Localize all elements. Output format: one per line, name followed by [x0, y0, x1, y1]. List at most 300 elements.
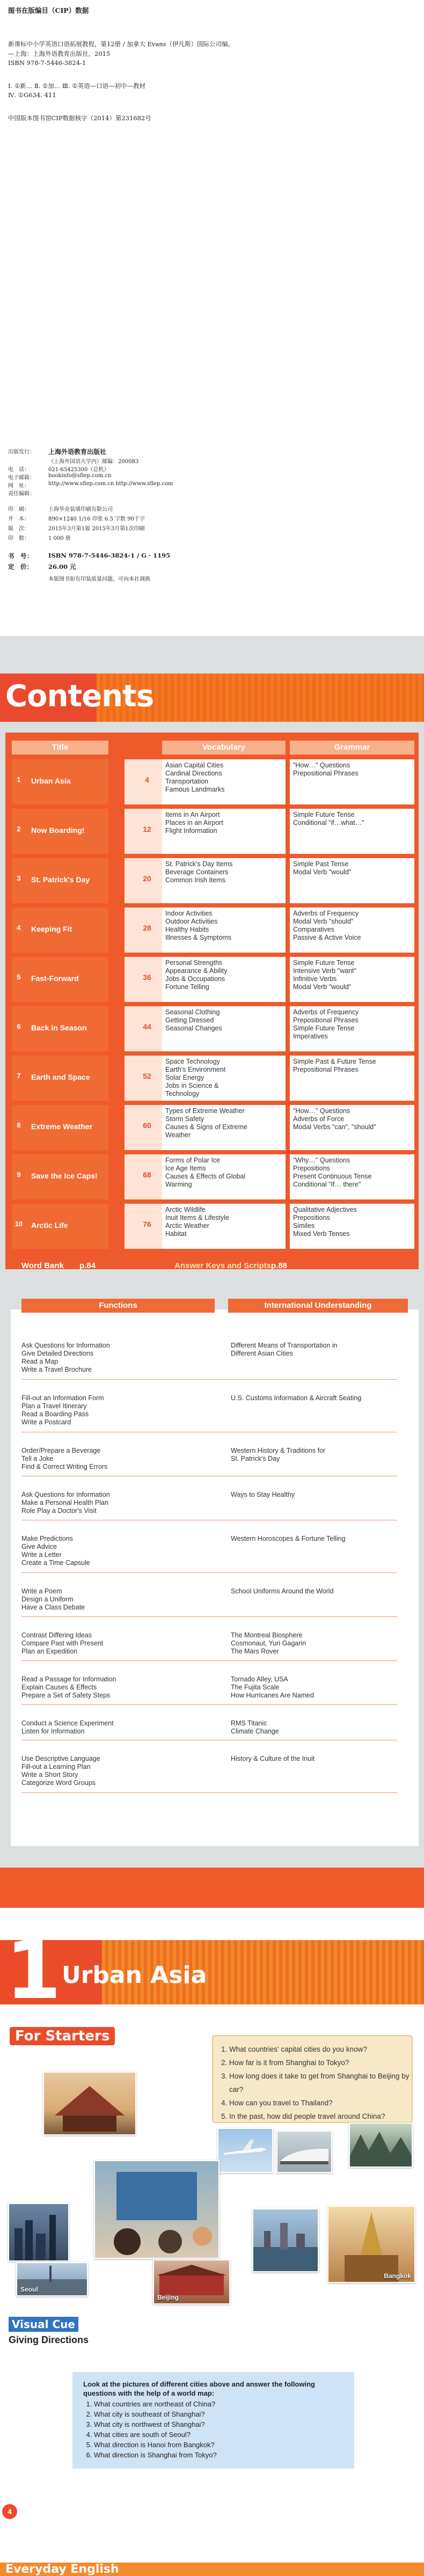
international-item: The Mars Rover: [231, 1648, 279, 1655]
photo-caption-seoul: Seoul: [20, 2286, 38, 2293]
cip-page: [0, 0, 424, 636]
copies-key: 印 数：: [8, 536, 30, 541]
lesson-title: Extreme Weather: [31, 1122, 93, 1131]
lesson-page: 60: [143, 1121, 151, 1130]
price-value: 26.00 元: [48, 563, 76, 570]
function-item: Conduct a Science Experiment: [21, 1719, 114, 1727]
vocabulary-item: Ice Age Items: [165, 1165, 206, 1172]
international-cell: [231, 1675, 397, 1700]
international-item: Cosmonaut, Yuri Gagarin: [231, 1640, 306, 1647]
grammar-item: Simple Future Tense: [293, 1024, 355, 1032]
lesson-cell: [12, 1105, 108, 1150]
international-cell: [231, 1342, 397, 1358]
vocabulary-cell: [162, 1006, 286, 1051]
lesson-page: 68: [143, 1170, 151, 1179]
classroom-illustration: [95, 2161, 218, 2258]
vocabulary-item: Indoor Activities: [165, 910, 213, 917]
function-item: Write a Postcard: [21, 1418, 71, 1426]
grammar-item: Prepositions: [293, 1214, 330, 1221]
international-cell: [231, 1394, 397, 1402]
grammar-item: "How…" Questions: [293, 1107, 350, 1115]
lesson-page: 44: [143, 1022, 151, 1031]
lesson-title: Arctic Life: [31, 1221, 68, 1230]
vocabulary-item: Storm Safety: [165, 1115, 204, 1123]
grammar-cell: [290, 1154, 414, 1199]
lesson-number: 5: [17, 973, 21, 981]
vocabulary-cell: [162, 858, 286, 903]
grammar-item: Mixed Verb Tenses: [293, 1230, 350, 1238]
wordbank-page: p.84: [79, 1261, 96, 1270]
lesson-number: 3: [17, 874, 21, 882]
function-item: Write a Travel Brochure: [21, 1366, 92, 1373]
function-item: Tell a Joke: [21, 1455, 54, 1462]
vocabulary-item: Solar Energy: [165, 1074, 204, 1081]
vocabulary-item: Items in An Airport: [165, 811, 220, 818]
grammar-item: Infinitive Verbs: [293, 975, 337, 983]
function-item: Contrast Differing Ideas: [21, 1631, 92, 1639]
row-divider: [21, 1660, 397, 1661]
function-item: Write a Poem: [21, 1587, 62, 1595]
function-item: Fill-out an Information Form: [21, 1394, 104, 1402]
function-item: Design a Uniform: [21, 1596, 74, 1603]
lesson-cell: [12, 957, 108, 1002]
publisher-key: 出版发行：: [8, 449, 35, 455]
lesson-number: 10: [14, 1220, 23, 1228]
grammar-item: Modal Verbs "can", "should": [293, 1123, 376, 1131]
grammar-item: Prepositional Phrases: [293, 1066, 359, 1073]
lesson-number: 1: [17, 775, 21, 784]
lesson-title: Keeping Fit: [31, 925, 72, 933]
lesson-title: Urban Asia: [31, 777, 71, 785]
lesson-number: 4: [17, 924, 21, 932]
publisher-name: 上海外语教育出版社: [48, 448, 107, 456]
lesson-title: Now Boarding!: [31, 826, 85, 835]
international-item: Different Asian Cities: [231, 1350, 293, 1357]
lesson-cell: [12, 908, 108, 953]
row-divider: [21, 1572, 397, 1573]
grammar-item: Simple Future Tense: [293, 811, 355, 818]
international-item: History & Culture of the Inuit: [231, 1755, 315, 1762]
grammar-cell: [290, 1056, 414, 1101]
vocabulary-item: Jobs in Science &: [165, 1082, 219, 1089]
photo-bay: [349, 2123, 413, 2168]
vocabulary-item: Famous Landmarks: [165, 786, 225, 793]
function-item: Categorize Word Groups: [21, 1779, 96, 1787]
grammar-item: Modal Verb "would": [293, 868, 352, 876]
contents-row: [12, 1204, 414, 1251]
grammar-item: Adverbs of Frequency: [293, 1008, 359, 1016]
international-cell: [231, 1631, 397, 1656]
international-cell: [231, 1491, 397, 1499]
vocabulary-item: Jobs & Occupations: [165, 975, 225, 983]
vocabulary-item: Types of Extreme Weather: [165, 1107, 245, 1115]
lesson-number: 6: [17, 1022, 21, 1030]
lesson-number: 7: [17, 1072, 21, 1080]
function-item: Have a Class Debate: [21, 1604, 85, 1611]
international-item: How Hurricanes Are Named: [231, 1692, 314, 1699]
lesson-page: 20: [143, 874, 151, 883]
quality-note: 本版图书如有印装质量问题，可向本社调换: [48, 576, 150, 582]
vocabulary-cell: [162, 908, 286, 953]
function-item: Plan a Travel Itinerary: [21, 1402, 87, 1410]
international-item: The Fujita Scale: [231, 1684, 280, 1691]
vocabulary-cell: [162, 1154, 286, 1199]
contents-page: [0, 636, 424, 1277]
copies-value: 1 000 册: [48, 536, 71, 541]
function-item: Ask Questions for Information: [21, 1342, 110, 1349]
answer-label: Answer Keys and Scripts: [174, 1261, 272, 1270]
visual-cue-box: [72, 2372, 354, 2469]
format-key: 开 本：: [8, 516, 30, 522]
photo-temple: [43, 2072, 136, 2135]
price-key: 定 价：: [8, 563, 33, 570]
function-item: Make a Personal Health Plan: [21, 1499, 108, 1506]
email-key: 电子邮箱：: [8, 475, 35, 481]
vocabulary-item: Earth's Environment: [165, 1066, 226, 1073]
function-item: Fill-out a Learning Plan: [21, 1763, 91, 1770]
functions-cell: [21, 1342, 215, 1374]
international-item: Western Horoscopes & Fortune Telling: [231, 1535, 346, 1542]
grammar-item: Modal Verb "would": [293, 983, 352, 991]
col-header-vocabulary: Vocabulary: [162, 741, 286, 755]
lesson-page: 28: [143, 924, 151, 932]
photo-city-night: [8, 2203, 69, 2262]
printer-key: 印 刷：: [8, 507, 30, 513]
lesson-page: 12: [143, 825, 151, 833]
functions-cell: [21, 1719, 215, 1736]
printer-value: 上海华业装璜印刷有限公司: [48, 507, 113, 513]
vocabulary-item: St. Patrick's Day Items: [165, 860, 233, 868]
photo-beijing: [153, 2259, 230, 2304]
lesson-number: 8: [17, 1121, 21, 1129]
col-header-international: International Understanding: [228, 1299, 408, 1313]
contents-row: [12, 809, 414, 856]
cip-heading: 图书在版编目（CIP）数据: [8, 6, 89, 14]
lesson-page: 52: [143, 1072, 151, 1080]
edition-value: 2015年3月第1版 2015年3月第1次印刷: [48, 526, 145, 532]
starter-question: 2. How far is it from Shanghai to Tokyo?: [229, 2056, 412, 2069]
functions-cell: [21, 1447, 215, 1471]
lesson-title: Fast-Forward: [31, 974, 79, 983]
function-item: Plan an Expedition: [21, 1648, 78, 1655]
cue-question: 1. What countries are northeast of China?: [94, 2399, 217, 2409]
lesson-page: 76: [143, 1220, 151, 1228]
vocabulary-item: Causes & Effects of Global: [165, 1173, 246, 1180]
contents-title: Contents: [5, 679, 154, 714]
isbn-key: 书 号：: [8, 552, 33, 560]
starter-question: 1. What countries' capital cities do you know?: [229, 2043, 412, 2056]
lesson-page: 4: [145, 775, 149, 784]
bangkok-temple: [328, 2207, 414, 2282]
lesson-cell: [12, 759, 108, 804]
visual-cue-instructions: Look at the pictures of different cities above and answer the following questions with the help of a world map:: [83, 2380, 315, 2397]
function-item: Use Descriptive Language: [21, 1755, 100, 1762]
contents-row: [12, 858, 414, 905]
everyday-english-band: [0, 2563, 424, 2576]
grammar-item: Imperatives: [293, 1033, 328, 1040]
grammar-cell: [290, 858, 414, 903]
contents-row: [12, 1006, 414, 1053]
photo-bangkok: [327, 2206, 415, 2283]
vocabulary-item: Illnesses & Symptoms: [165, 934, 231, 941]
function-item: Role Play a Doctor's Visit: [21, 1507, 97, 1514]
international-cell: [231, 1719, 397, 1736]
vocabulary-item: Forms of Polar Ice: [165, 1157, 221, 1164]
vocabulary-item: Causes & Signs of Extreme: [165, 1123, 247, 1131]
functions-page: [0, 1277, 424, 1908]
photo-harbor: [252, 2208, 319, 2272]
vocabulary-item: Appearance & Ability: [165, 967, 228, 975]
vocabulary-cell: [162, 957, 286, 1002]
function-item: Give Detailed Directions: [21, 1350, 94, 1357]
vocabulary-item: Habitat: [165, 1230, 187, 1238]
city-night-illustration: [9, 2204, 68, 2260]
bay-illustration: [350, 2124, 412, 2167]
vocabulary-item: Warming: [165, 1181, 192, 1188]
grammar-item: Simple Past Tense: [293, 860, 349, 868]
function-item: Find & Correct Writing Errors: [21, 1463, 108, 1470]
lesson-title: Save the Ice Caps!: [31, 1172, 98, 1180]
row-divider: [21, 1616, 397, 1617]
vocabulary-cell: [162, 1204, 286, 1249]
contents-row: [12, 957, 414, 1004]
website-value: http://www.sflep.com.cn http://www.sflep.com: [48, 481, 173, 487]
international-item: School Uniforms Around the World: [231, 1587, 334, 1595]
grammar-item: Similes: [293, 1222, 315, 1230]
row-divider: [21, 1379, 397, 1380]
vocabulary-item: Personal Strengths: [165, 959, 223, 967]
unit-page: [0, 1908, 424, 2576]
row-divider: [21, 1792, 397, 1793]
grammar-item: Modal Verb "should": [293, 918, 354, 925]
cip-line: 新课标中小学英语口语拓展教程，第12册 / 加拿大 Evans（伊凡斯）国际公司编。: [8, 40, 235, 48]
lesson-cell: [12, 1204, 108, 1249]
lesson-page: 36: [143, 973, 151, 982]
functions-bottom-band: [0, 1868, 424, 1908]
international-cell: [231, 1587, 397, 1596]
starters-questions-box: [212, 2035, 413, 2123]
grammar-item: Conditional "If… there": [293, 1181, 361, 1188]
vocabulary-item: Common Irish Items: [165, 876, 225, 884]
contents-row: [12, 1154, 414, 1202]
function-item: Write a Letter: [21, 1551, 62, 1558]
grammar-item: Qualitative Adjectives: [293, 1206, 357, 1213]
grammar-item: Passive & Active Voice: [293, 934, 361, 941]
airplane-illustration: [218, 2129, 272, 2172]
photo-caption-bangkok: Bangkok: [384, 2272, 411, 2280]
vocabulary-item: Arctic Wildlife: [165, 1206, 206, 1213]
function-item: Read a Map: [21, 1358, 59, 1365]
grammar-item: Adverbs of Frequency: [293, 910, 359, 917]
function-item: Read a Boarding Pass: [21, 1410, 89, 1418]
format-value: 890×1240 1/16 印张 6.5 字数 90千字: [48, 516, 145, 522]
vocabulary-item: Asian Capital Cities: [165, 762, 224, 769]
photo-plane: [217, 2128, 273, 2173]
lesson-number: 2: [17, 825, 21, 833]
international-item: St. Patrick's Day: [231, 1455, 280, 1462]
function-item: Write a Short Story: [21, 1771, 78, 1779]
grammar-item: Prepositional Phrases: [293, 1016, 359, 1024]
phone-value: 021-65425300（总机）: [48, 467, 109, 473]
lesson-title: Back in Season: [31, 1023, 87, 1032]
vocabulary-item: Space Technology: [165, 1058, 220, 1065]
page-number: 4: [2, 2504, 17, 2519]
contents-row: [12, 1105, 414, 1152]
grammar-cell: [290, 759, 414, 804]
international-item: The Montreal Biosphere: [231, 1631, 303, 1639]
functions-cell: [21, 1535, 215, 1567]
international-item: Western History & Traditions for: [231, 1447, 326, 1454]
grammar-cell: [290, 1105, 414, 1150]
col-header-functions: Functions: [21, 1299, 215, 1313]
row-divider: [21, 1704, 397, 1705]
visual-cue-question-list: [72, 2399, 217, 2460]
function-item: Ask Questions for Information: [21, 1491, 110, 1498]
lesson-title: Earth and Space: [31, 1073, 90, 1081]
grammar-item: "How…" Questions: [293, 762, 350, 769]
vocabulary-item: Outdoor Activities: [165, 918, 218, 925]
phone-key: 电 话：: [8, 467, 30, 473]
vocabulary-cell: [162, 809, 286, 854]
international-item: Different Means of Transportation in: [231, 1342, 338, 1349]
grammar-item: Prepositional Phrases: [293, 770, 359, 777]
cip-line: Ⅳ. ①G634. 411: [8, 91, 56, 99]
contents-row: [12, 1056, 414, 1103]
answer-page: p.88: [271, 1261, 288, 1270]
vocabulary-item: Cardinal Directions: [165, 770, 222, 777]
starters-question-list: [213, 2043, 412, 2123]
visual-cue-label: Visual Cue: [9, 2317, 78, 2332]
function-item: Create a Time Capsule: [21, 1559, 90, 1567]
wordbank-label: Word Bank: [21, 1261, 64, 1270]
cip-line: 中国版本图书馆CIP数据核字（2014）第231682号: [8, 114, 151, 122]
international-cell: [231, 1447, 397, 1463]
vocabulary-item: Flight Information: [165, 827, 217, 835]
grammar-item: Prepositions: [293, 1165, 330, 1172]
vocabulary-item: Technology: [165, 1090, 200, 1097]
vocabulary-item: Arctic Weather: [165, 1222, 209, 1230]
grammar-cell: [290, 957, 414, 1002]
cue-question: 6. What direction is Shanghai from Tokyo?: [94, 2450, 217, 2460]
starter-question: 3. How long does it take to get from Shanghai to Beijing by car?: [229, 2069, 412, 2096]
functions-cell: [21, 1491, 215, 1515]
international-item: Climate Change: [231, 1728, 279, 1735]
temple-illustration: [44, 2073, 135, 2134]
function-item: Make Predictions: [21, 1535, 73, 1542]
photo-train: [276, 2131, 332, 2173]
cue-question: 5. What direction is Hanoi from Bangkok?: [94, 2440, 217, 2450]
for-starters-label: For Starters: [10, 2027, 115, 2045]
cip-line: ISBN 978-7-5446-3824-1: [8, 59, 86, 67]
lesson-cell: [12, 1056, 108, 1101]
international-item: RMS Titanic: [231, 1719, 267, 1727]
international-cell: [231, 1755, 397, 1763]
cip-line: —上海：上海外语教育出版社，2015: [8, 50, 111, 57]
editor-key: 责任编辑：: [8, 491, 35, 497]
contents-row: [12, 759, 414, 807]
photo-classroom: [94, 2160, 220, 2259]
edition-key: 版 次：: [8, 526, 30, 532]
col-header-grammar: Grammar: [290, 741, 414, 755]
international-cell: [231, 1535, 397, 1543]
starter-question: 5. In the past, how did people travel around China?: [229, 2110, 412, 2123]
grammar-cell: [290, 1006, 414, 1051]
email-value: bookinfo@sflep.com.cn: [48, 473, 112, 479]
vocabulary-cell: [162, 1056, 286, 1101]
grammar-item: Comparatives: [293, 926, 335, 933]
col-header-title: Title: [12, 741, 108, 755]
lesson-number: 9: [17, 1170, 21, 1179]
international-item: Ways to Stay Healthy: [231, 1491, 295, 1498]
photo-caption-beijing: Beijing: [157, 2294, 179, 2301]
grammar-item: Simple Future Tense: [293, 959, 355, 967]
functions-cell: [21, 1631, 215, 1656]
vocabulary-item: Seasonal Changes: [165, 1024, 222, 1032]
vocabulary-item: Getting Dressed: [165, 1016, 214, 1024]
grammar-item: Intensive Verb "want": [293, 967, 356, 975]
grammar-item: Present Continuous Tense: [293, 1173, 372, 1180]
grammar-cell: [290, 908, 414, 953]
lesson-cell: [12, 809, 108, 854]
function-item: Read a Passage for Information: [21, 1675, 116, 1683]
lesson-cell: [12, 1154, 108, 1199]
harbor-illustration: [253, 2209, 318, 2271]
functions-cell: [21, 1587, 215, 1612]
lesson-cell: [12, 858, 108, 903]
contents-row: [12, 908, 414, 955]
grammar-item: "Why…" Questions: [293, 1157, 350, 1164]
functions-cell: [21, 1675, 215, 1700]
function-item: Compare Past with Present: [21, 1640, 104, 1647]
vocabulary-cell: [162, 1105, 286, 1150]
cue-question: 3. What city is northwest of Shanghai?: [94, 2419, 217, 2429]
functions-cell: [21, 1394, 215, 1426]
publisher-address: （上海外国语大学内）邮编：200083: [48, 459, 139, 465]
function-item: Give Advice: [21, 1543, 57, 1550]
vocabulary-item: Seasonal Clothing: [165, 1008, 220, 1016]
function-item: Explain Causes & Effects: [21, 1684, 97, 1691]
vocabulary-item: Places in an Airport: [165, 819, 223, 826]
vocabulary-item: Fortune Telling: [165, 983, 209, 991]
vocabulary-item: Healthy Habits: [165, 926, 209, 933]
everyday-english-label: Everyday English: [5, 2563, 119, 2576]
website-key: 网 址：: [8, 483, 30, 489]
vocabulary-item: Beverage Containers: [165, 868, 229, 876]
lesson-cell: [12, 1006, 108, 1051]
grammar-item: Simple Past & Future Tense: [293, 1058, 376, 1065]
cue-question: 4. What cities are south of Seoul?: [94, 2429, 217, 2440]
international-item: Tornado Alley, USA: [231, 1675, 288, 1683]
vocabulary-item: Inuit Items & Lifestyle: [165, 1214, 229, 1221]
international-item: U.S. Customs Information & Aircraft Seating: [231, 1394, 362, 1402]
unit-number: 1: [5, 1924, 62, 2017]
train-illustration: [277, 2132, 331, 2172]
unit-title: Urban Asia: [62, 1962, 207, 1989]
grammar-item: Adverbs of Force: [293, 1115, 345, 1123]
vocabulary-cell: [162, 759, 286, 804]
photo-seoul: [16, 2262, 88, 2296]
grammar-cell: [290, 809, 414, 854]
lesson-title: St. Patrick's Day: [31, 875, 90, 884]
function-item: Order/Prepare a Beverage: [21, 1447, 101, 1454]
cip-line: Ⅰ. ①新… Ⅱ. ①加… Ⅲ. ①英语—口语—初中—教材: [8, 82, 146, 90]
function-item: Prepare a Set of Safety Steps: [21, 1692, 111, 1699]
function-item: Listen for Information: [21, 1728, 85, 1735]
vocabulary-item: Transportation: [165, 778, 209, 785]
isbn-value: ISBN 978-7-5446-3824-1 / G · 1195: [48, 552, 171, 559]
functions-cell: [21, 1755, 215, 1787]
grammar-cell: [290, 1204, 414, 1249]
